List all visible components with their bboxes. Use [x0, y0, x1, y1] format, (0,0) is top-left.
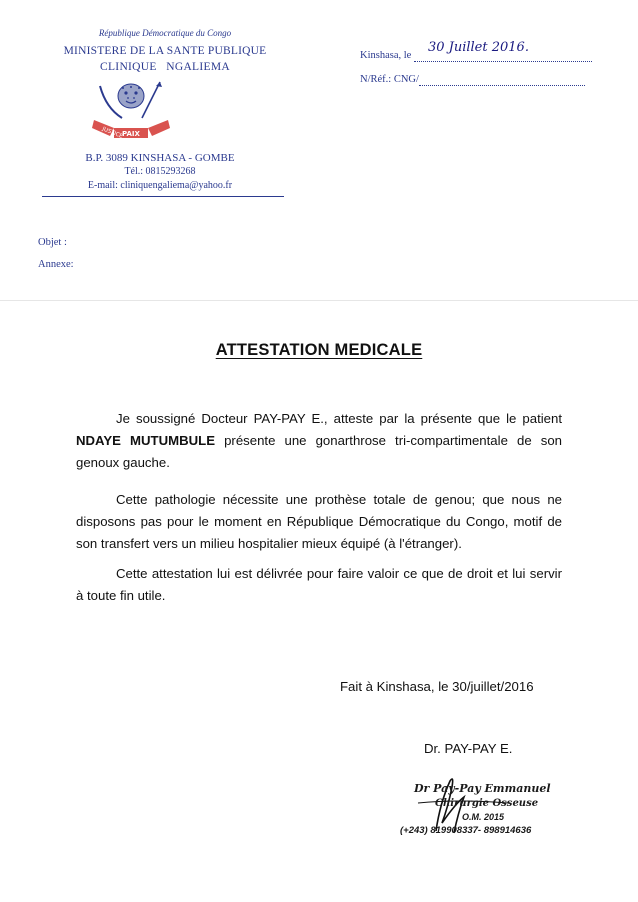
document-title: ATTESTATION MEDICALE — [215, 341, 423, 359]
stamp-line-4: (+243) 819908337- 898914636 — [400, 825, 532, 836]
reference — [360, 74, 585, 86]
seal-ribbon-center: PAIX — [122, 130, 140, 138]
date-dotted-field — [414, 40, 592, 62]
place-date-prefix: Kinshasa, le — [360, 50, 412, 61]
stamp-line-2: Chirurgie Osseuse — [435, 798, 539, 809]
header-underline — [42, 196, 284, 197]
paragraph-2-text: Cette pathologie nécessite une prothèse totale de genou; que nous ne disposons pas pour le moment en République Démocratique du Congo, motif de son transfert vers un milieu hospitalier mieux équipé (à l'étranger). — [76, 492, 562, 551]
header-address: B.P. 3089 KINSHASA - GOMBE — [85, 152, 235, 164]
paragraph-3 — [76, 563, 562, 607]
doctor-name: Dr. PAY-PAY E. — [424, 741, 513, 756]
reference-label: N/Réf.: CNG/ — [360, 74, 419, 85]
header-email: E-mail: cliniquengaliema@yahoo.fr — [87, 180, 233, 191]
paragraph-1-end: présente une gonarthrose tri-compartimentale de son genoux gauche. — [76, 433, 562, 470]
seal-ribbon-left: JUSTICE — [101, 126, 124, 140]
coat-of-arms-emblem — [92, 78, 174, 144]
patient-name: NDAYE MUTUMBULE — [76, 433, 216, 448]
header-phone: Tél.: 0815293268 — [124, 166, 196, 177]
annexe-label: Annexe: — [38, 259, 74, 270]
leopard-head-icon — [118, 84, 144, 108]
header-republic: République Démocratique du Congo — [98, 28, 232, 38]
seal-ribbon-right: TRAVAIL — [150, 113, 174, 128]
place-date — [360, 40, 592, 62]
scan-fold-line — [0, 300, 638, 301]
handwritten-date: 30 Juillet 2016. — [427, 40, 529, 55]
paragraph-3-text: Cette attestation lui est délivrée pour faire valoir ce que de droit et lui servir à toute fin utile. — [76, 566, 562, 603]
header-clinic: CLINIQUE NGALIEMA — [100, 61, 230, 73]
paragraph-1-start: Je soussigné Docteur PAY-PAY E., atteste par la présente que le patient — [116, 411, 562, 426]
stamp-line-1: Dr Pay-Pay Emmanuel — [414, 782, 551, 795]
paragraph-1 — [76, 408, 562, 474]
reference-dotted-field — [419, 74, 585, 86]
paragraph-2 — [76, 489, 562, 555]
objet-label: Objet : — [38, 237, 67, 248]
fait-a-line: Fait à Kinshasa, le 30/juillet/2016 — [340, 679, 534, 694]
stamp-line-3: O.M. 2015 — [462, 812, 505, 822]
header-ministry: MINISTERE DE LA SANTE PUBLIQUE — [63, 45, 267, 57]
